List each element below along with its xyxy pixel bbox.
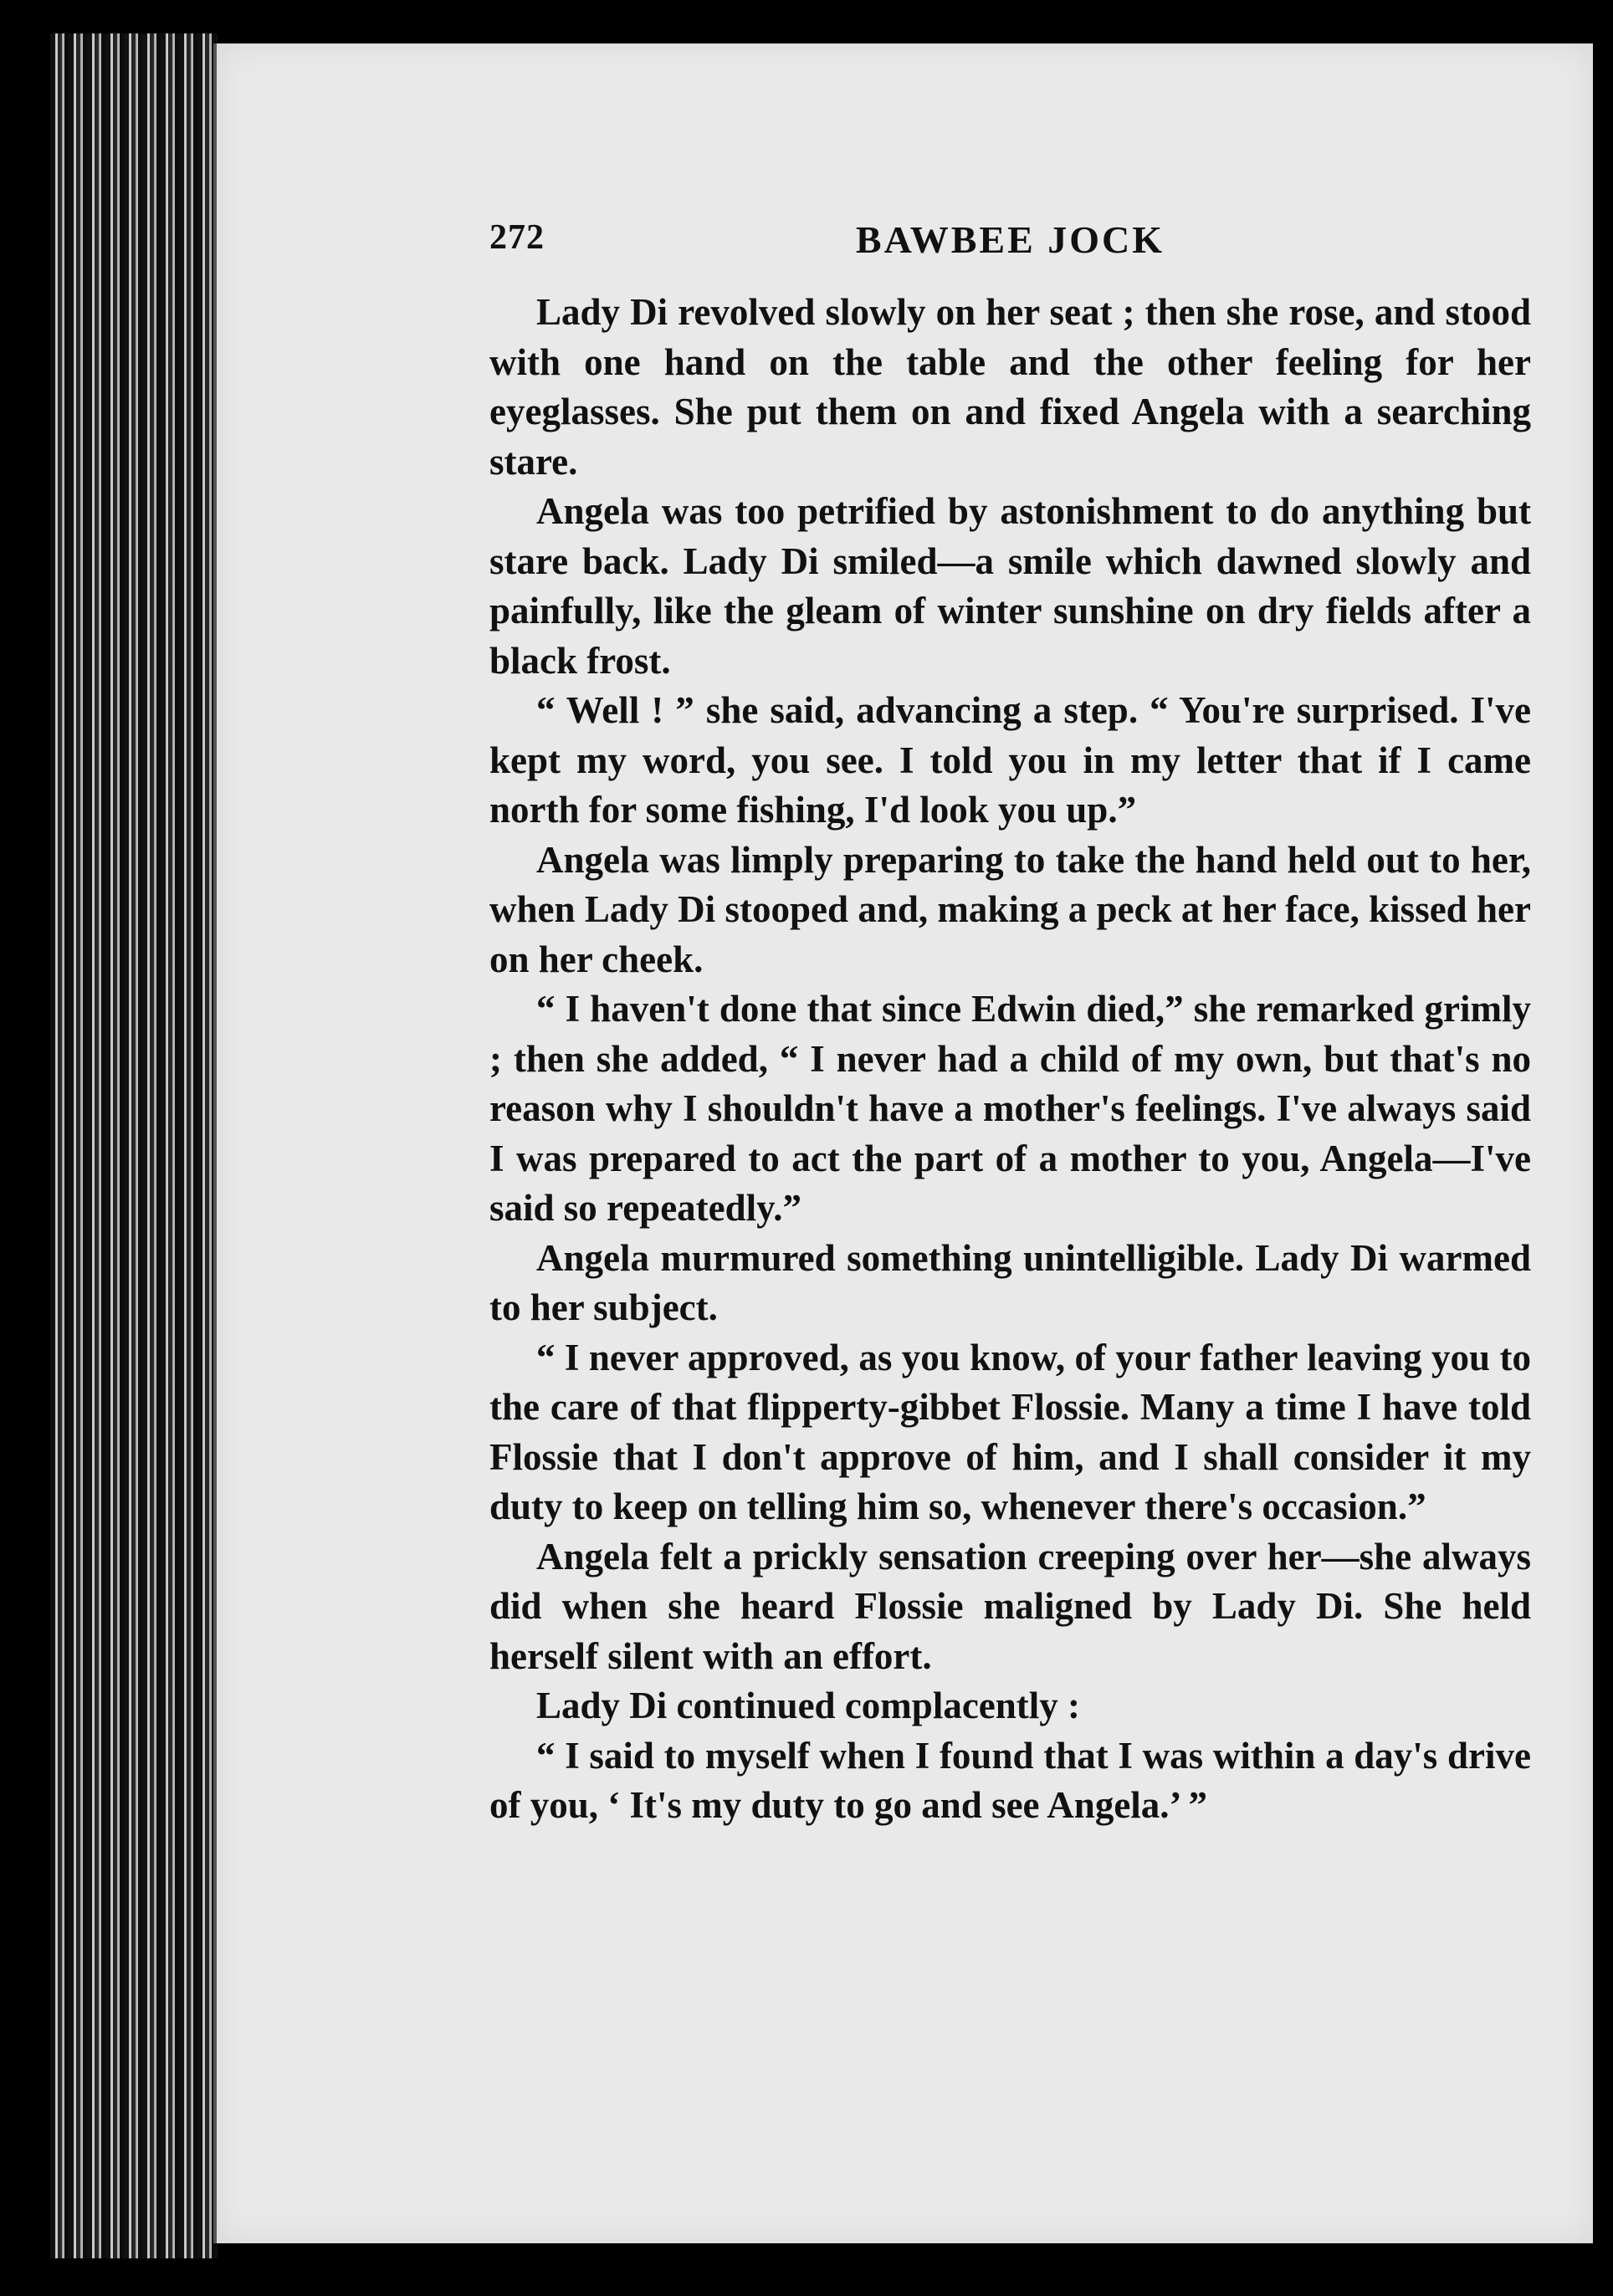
page-number: 272	[489, 218, 545, 257]
paragraph: “ I said to myself when I found that I was within a day's drive of you, ‘ It's my duty to go and see Angela.’ ”	[489, 1734, 1531, 1826]
paragraph: Lady Di revolved slowly on her seat ; then she rose, and stood with one hand on the table and the other feeling for her eyeglasses. She put them on and fixed Angela with a searching stare.	[489, 291, 1531, 483]
book-title: BAWBEE JOCK	[855, 218, 1165, 261]
paragraph: Lady Di continued complacently :	[536, 1685, 1081, 1726]
paragraph: Angela murmured something unintelligible. Lady Di warmed to her subject.	[489, 1236, 1531, 1328]
paragraph: Angela was too petrified by astonishment to do anything but stare back. Lady Di smiled—a smile which dawned slowly and painfully, like the gleam of winter sunshine on dry fields after a black frost.	[489, 490, 1531, 682]
paragraph: Angela was limply preparing to take the hand held out to her, when Lady Di stooped and, making a peck at her face, kissed her on her cheek.	[489, 838, 1531, 980]
book-page-edges	[50, 33, 218, 2258]
running-head	[489, 217, 1531, 268]
text-body	[489, 288, 1531, 1831]
paragraph: “ I never approved, as you know, of your father leaving you to the care of that flipperty-gibbet Flossie. Many a time I have told Flossie that I don't approve of him, and I shall consider it my duty to keep on telling him so, whenever there's occasion.”	[489, 1336, 1531, 1527]
paragraph: “ I haven't done that since Edwin died,” she remarked grimly ; then she added, “ I never had a child of my own, but that's no reason why I shouldn't have a mother's feelings. I've always said I was prepared to act the part of a mother to you, Angela—I've said so repeatedly.”	[489, 988, 1531, 1229]
paragraph: “ Well ! ” she said, advancing a step. “ You're surprised. I've kept my word, you see. I told you in my letter that if I came north for some fishing, I'd look you up.”	[489, 689, 1531, 831]
paragraph: Angela felt a prickly sensation creeping over her—she always did when she heard Flossie maligned by Lady Di. She held herself silent with an effort.	[489, 1535, 1531, 1677]
